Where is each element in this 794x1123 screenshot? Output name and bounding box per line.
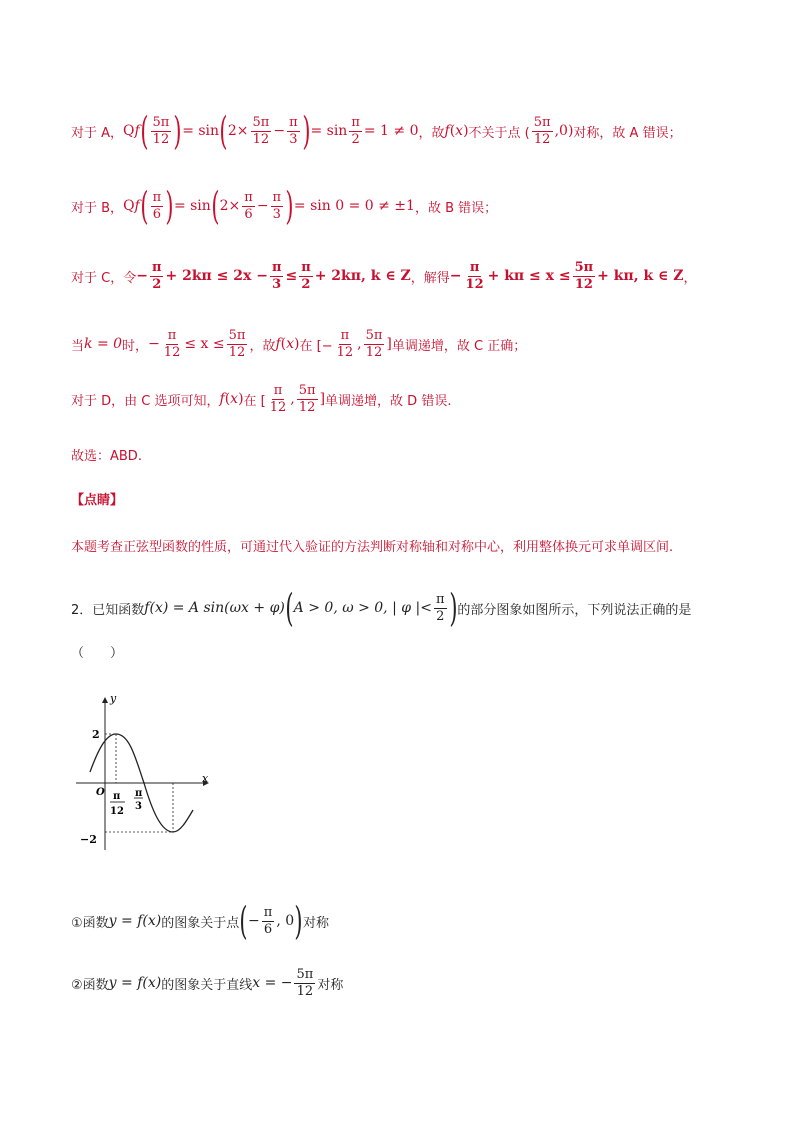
text: 单调递增，故 D 错误. [325,393,452,409]
text: − [136,268,148,285]
denominator: 12 [163,344,181,360]
text: ( [280,336,287,353]
text: ②函数 [71,977,109,993]
fraction [242,191,255,221]
text: 在 [− [299,338,333,354]
text: 的图象关于直线 [161,977,253,993]
text: , 0 [276,913,295,929]
denominator: 6 [263,921,273,937]
text: − [449,268,462,285]
text: ( [449,123,456,139]
origin-label: O [96,787,105,798]
denominator: 6 [152,206,161,222]
text: 的图象关于点 [161,915,240,931]
text: − [273,123,286,139]
text: ( [224,391,231,408]
text: 故选：ABD. [71,449,142,464]
text: ，解得 [410,270,450,286]
numerator: 5π [533,114,551,130]
y-tick-minus-2: −2 [80,833,97,846]
numerator: π [167,328,177,343]
paren-right: ) [448,586,457,630]
text: 对称，故 A 错误； [573,125,682,141]
x-tick-1-num: π [113,791,121,802]
fraction [297,384,318,414]
dianjing-body [71,536,673,555]
text: 对称 [302,915,329,931]
text: ①函数 [71,915,109,931]
denominator: 12 [152,131,170,147]
numerator: 5π [296,967,314,982]
text: 对称 [317,977,344,993]
fraction [227,329,248,359]
solution-line-c2 [71,329,526,359]
numerator: π [340,328,350,343]
numerator: π [272,189,282,205]
numerator: 5π [298,383,316,398]
denominator: 3 [272,206,281,222]
paren-left: ( [219,109,228,153]
text: f [219,391,225,408]
text: y = f(x) [108,975,162,992]
section-title: 【点睛】 [71,493,124,508]
text: 单调递增，故 C 正确； [391,338,527,354]
text: ] [319,391,326,408]
paren-left: ( [285,586,294,630]
text: 2× [227,123,249,139]
denominator: 12 [296,983,314,999]
text: 已知函数 [92,602,145,618]
text: y = f(x) [108,913,162,929]
text: 在 [ [243,393,266,409]
numerator: 5π [228,328,246,343]
text: ) [294,336,300,353]
text: − [148,336,160,353]
text: 时， [122,338,149,354]
denominator: 12 [228,344,246,360]
numerator: π [435,591,445,607]
fraction [270,261,284,291]
fraction [464,261,486,291]
text: = sin 0 = 0 ≠ ±1 [293,198,415,214]
denominator: 3 [272,276,282,292]
paren-right: ) [301,109,311,153]
denominator: 12 [574,276,593,292]
numerator: 5π [574,260,594,275]
x-tick-1-den: 12 [110,806,124,817]
denominator: 12 [269,399,287,415]
text: x [286,336,295,353]
y-axis-label: y [110,692,117,705]
fraction [335,329,356,359]
paren-right: ) [165,184,174,228]
text: （ ） [71,646,124,661]
y-tick-2: 2 [92,728,100,741]
text: , [357,336,362,353]
paren-right: ) [173,109,182,153]
text: A > 0, ω > 0, | φ |< [293,600,432,616]
text: f [134,123,140,139]
text: ≤ x ≤ [184,336,225,353]
sine-graph-figure [76,690,226,870]
text: ) [463,123,469,139]
denominator: 12 [533,131,551,147]
denominator: 2 [301,276,311,292]
paren-left: ( [239,899,248,943]
numerator: π [469,260,480,275]
text: 当 [71,338,85,354]
fraction [151,116,172,146]
denominator: 6 [244,206,253,222]
solution-line-d [71,384,451,414]
solution-line-c1 [71,261,697,291]
text: f [444,123,450,139]
x-tick-2-num: π [135,788,143,799]
numerator: π [351,114,360,130]
text: ,0) [554,123,574,139]
text: + kπ ≤ x ≤ [487,268,571,285]
text: 本题考查正弦型函数的性质，可通过代入验证的方法判断对称轴和对称中心，利用整体换元可求单调区间. [71,540,674,555]
numerator: 5π [152,114,170,130]
text: 对于 A， [71,125,124,141]
text: x [230,391,239,408]
fraction [364,329,385,359]
text: ，故 [418,125,445,141]
denominator: 2 [152,276,162,292]
text: = sin [310,123,348,139]
answer-choice [71,445,142,464]
fraction [162,329,183,359]
question-2-stem [71,586,692,630]
fraction [268,384,289,414]
text: f [134,198,140,214]
text: + kπ, k ∈ Z [597,268,684,285]
text: 对于 C，令 [71,270,137,286]
text: ≤ [285,268,298,285]
dianjing-title [71,489,123,508]
denominator: 2 [351,131,360,147]
numerator: π [244,189,253,205]
numerator: 5π [365,328,383,343]
x-axis-label: x [202,772,209,785]
text: + 2kπ, k ∈ Z [314,268,411,285]
denominator: 12 [336,344,354,360]
numerator: π [263,904,273,920]
denominator: 2 [436,608,445,624]
numerator: π [301,260,311,275]
fraction [251,116,272,146]
text: x = − [252,975,293,992]
text: = sin [182,123,220,139]
fraction [573,261,596,291]
denominator: 3 [289,131,298,147]
text: = 1 ≠ 0 [363,123,419,139]
text: f(x) = A sin(ωx + φ) [144,600,285,616]
text: k = 0 [84,336,123,353]
text: ， [683,270,697,286]
fraction [262,906,275,936]
numerator: 5π [252,114,270,130]
fraction [532,116,553,146]
paren-right: ) [294,899,303,943]
numerator: π [289,114,298,130]
text: − [248,913,260,929]
denominator: 12 [465,276,484,292]
fraction [434,593,447,623]
text: + 2kπ ≤ 2x − [165,268,268,285]
text: Q [123,123,135,139]
fraction [294,968,315,998]
paren-left: ( [140,184,149,228]
paren-left: ( [211,184,220,228]
solution-line-a [71,109,682,153]
text: 不关于点 ( [468,125,530,141]
paren-right: ) [285,184,294,228]
solution-line-b [71,184,498,228]
text: ) [238,391,244,408]
text: = sin [173,198,211,214]
numerator: π [273,383,283,398]
text: 的部分图象如图所示，下列说法正确的是 [457,602,692,618]
fraction [299,261,313,291]
denominator: 12 [365,344,383,360]
text: ，故 B 错误； [414,200,498,216]
text: 对于 D，由 C 选项可知， [71,393,220,409]
text: ，故 [249,338,276,354]
paren-left: ( [140,109,149,153]
fraction [151,191,164,221]
fraction [150,261,164,291]
text: − [256,198,269,214]
fraction [287,116,300,146]
text: , [290,391,295,408]
numerator: π [152,189,162,205]
text: 2× [219,198,241,214]
question-number: 2． [71,602,93,618]
fraction [271,191,284,221]
fraction [349,116,362,146]
denominator: 12 [252,131,270,147]
option-1 [71,899,329,943]
text: 对于 B， [71,200,124,216]
denominator: 12 [298,399,316,415]
text: Q [123,198,135,214]
numerator: π [271,260,282,275]
option-2 [71,968,343,998]
numerator: π [151,260,162,275]
text: f [275,336,281,353]
answer-blank [71,642,123,661]
text: ] [386,336,392,353]
text: x [455,123,464,139]
x-tick-2-den: 3 [135,801,142,812]
